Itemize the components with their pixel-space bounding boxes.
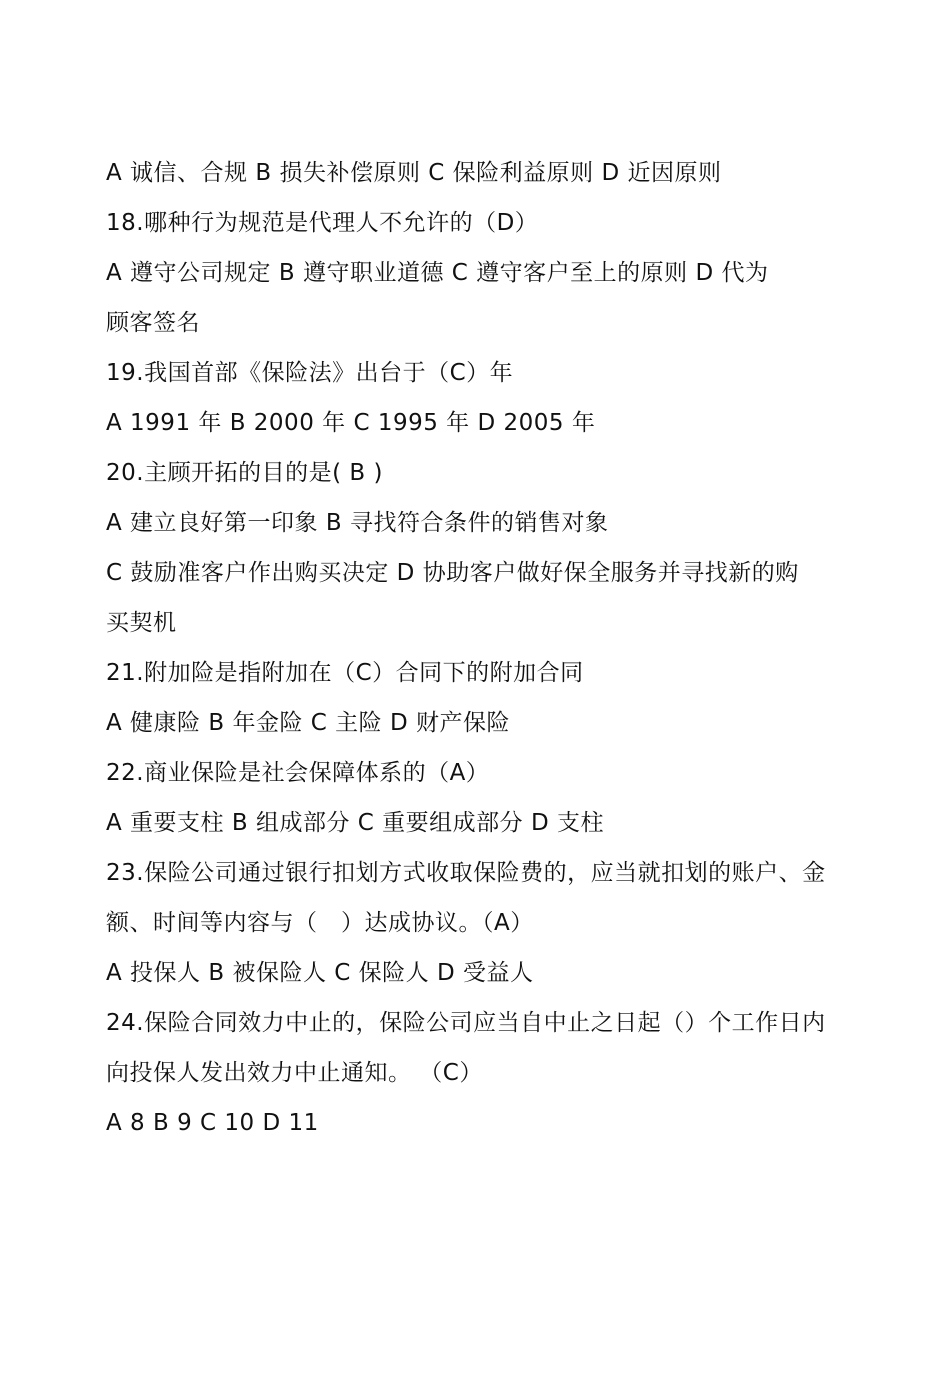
answer-options-17: A 诚信、合规 B 损失补偿原则 C 保险利益原则 D 近因原则 <box>106 160 722 186</box>
question-24: 24.保险合同效力中止的，保险公司应当自中止之日起（）个工作日内 <box>106 1010 826 1036</box>
question-21: 21.附加险是指附加在（C）合同下的附加合同 <box>106 660 584 686</box>
question-22: 22.商业保险是社会保障体系的（A） <box>106 760 490 786</box>
question-23: 23.保险公司通过银行扣划方式收取保险费的，应当就扣划的账户、金 <box>106 860 826 886</box>
document-body <box>106 148 896 1148</box>
answer-options-19: A 1991 年 B 2000 年 C 1995 年 D 2005 年 <box>106 410 596 436</box>
answer-options-24: A 8 B 9 C 10 D 11 <box>106 1110 319 1136</box>
question-23-cont: 额、时间等内容与（ ）达成协议。（A） <box>106 910 534 936</box>
question-19: 19.我国首部《保险法》出台于（C）年 <box>106 360 514 386</box>
answer-options-22: A 重要支柱 B 组成部分 C 重要组成部分 D 支柱 <box>106 810 604 836</box>
answer-options-20-cont: 买契机 <box>106 610 177 636</box>
answer-options-21: A 健康险 B 年金险 C 主险 D 财产保险 <box>106 710 510 736</box>
answer-options-23: A 投保人 B 被保险人 C 保险人 D 受益人 <box>106 960 534 986</box>
answer-options-18: A 遵守公司规定 B 遵守职业道德 C 遵守客户至上的原则 D 代为 <box>106 260 769 286</box>
answer-options-20-a: A 建立良好第一印象 B 寻找符合条件的销售对象 <box>106 510 609 536</box>
question-20: 20.主顾开拓的目的是( B ) <box>106 460 383 486</box>
answer-options-20-b: C 鼓励准客户作出购买决定 D 协助客户做好保全服务并寻找新的购 <box>106 560 799 586</box>
question-18: 18.哪种行为规范是代理人不允许的（D） <box>106 210 539 236</box>
answer-options-18-cont: 顾客签名 <box>106 310 200 336</box>
question-24-cont: 向投保人发出效力中止通知。 （C） <box>106 1060 483 1086</box>
